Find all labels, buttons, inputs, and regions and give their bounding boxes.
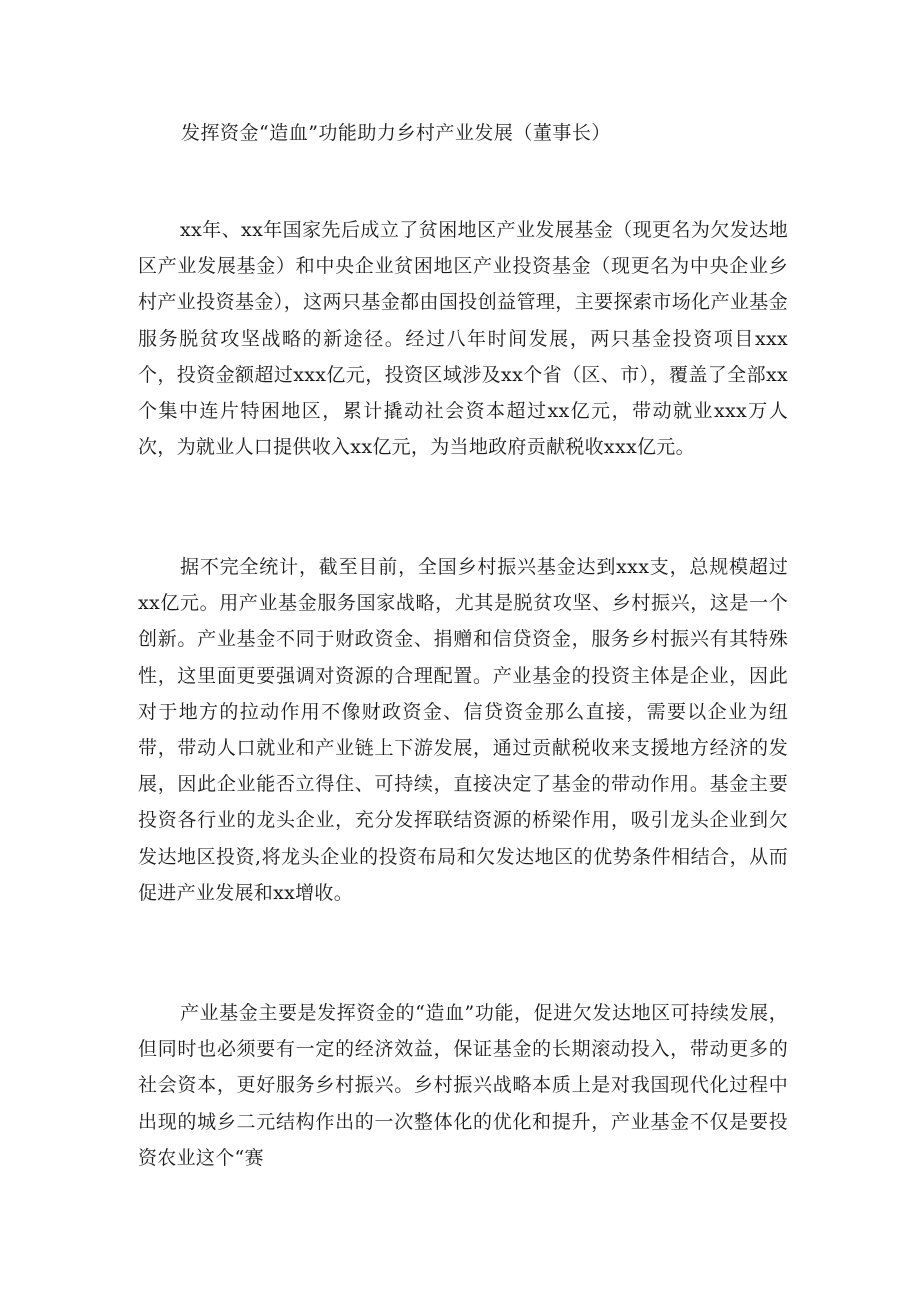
document-title: 发挥资金“造血”功能助力乡村产业发展（董事长） [181, 122, 611, 144]
paragraph-1: xx年、xx年国家先后成立了贫困地区产业发展基金（现更名为欠发达地区产业发展基金）和中央企业贫困地区产业投资基金（现更名为中央企业乡村产业投资基金），这两只基金都由国投创益管理，主要探索市场化产业基金服务脱贫攻坚战略的新途径。经过八年时间发展，两只基金投资项目xxx个，投资金额超过xxx亿元，投资区域涉及xx个省（区、市），覆盖了全部xx个集中连片特困地区，累计撬动社会资本超过xx亿元，带动就业xxx万人次，为就业人口提供收入xx亿元，为当地政府贡献税收xxx亿元。 [138, 219, 788, 459]
paragraph-3: 产业基金主要是发挥资金的“造血”功能，促进欠发达地区可持续发展，但同时也必须要有一定的经济效益，保证基金的长期滚动投入，带动更多的社会资本，更好服务乡村振兴。乡村振兴战略本质上是对我国现代化过程中出现的城乡二元结构作出的一次整体化的优化和提升，产业基金不仅是要投资农业这个“赛 [138, 1002, 788, 1169]
paragraph-2: 据不完全统计，截至目前，全国乡村振兴基金达到xxx支，总规模超过xx亿元。用产业基金服务国家战略，尤其是脱贫攻坚、乡村振兴，这是一个创新。产业基金不同于财政资金、捐赠和信贷资金，服务乡村振兴有其特殊性，这里面更要强调对资源的合理配置。产业基金的投资主体是企业，因此对于地方的拉动作用不像财政资金、信贷资金那么直接，需要以企业为纽带，带动人口就业和产业链上下游发展，通过贡献税收来支援地方经济的发展，因此企业能否立得住、可持续，直接决定了基金的带动作用。基金主要投资各行业的龙头企业，充分发挥联结资源的桥梁作用，吸引龙头企业到欠发达地区投资,将龙头企业的投资布局和欠发达地区的优势条件相结合，从而促进产业发展和xx增收。 [138, 556, 788, 904]
